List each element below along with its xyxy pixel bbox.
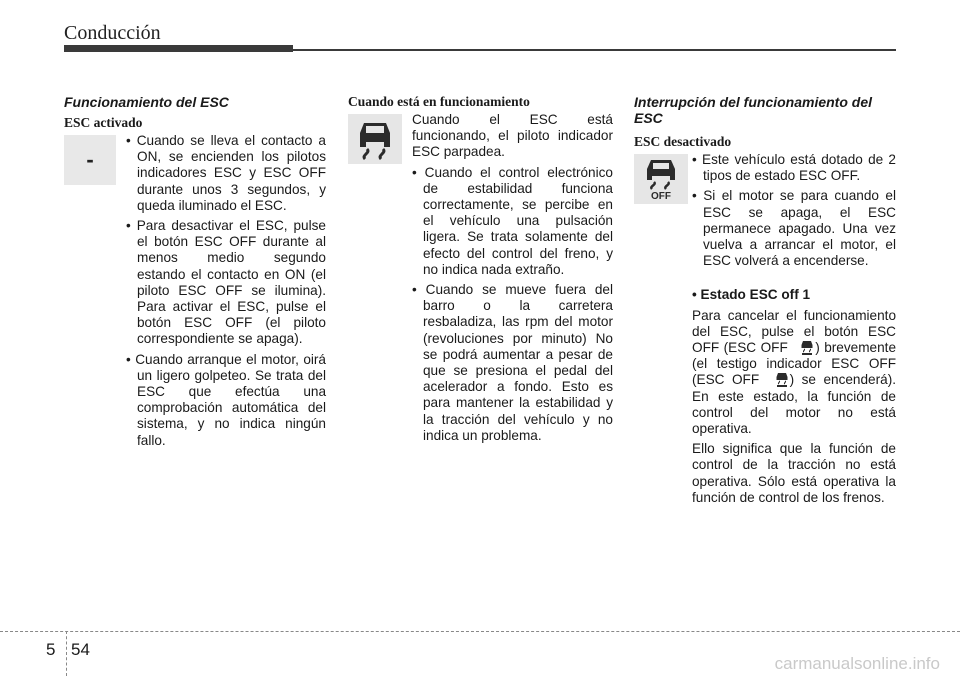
list-item: • Cuando arranque el motor, oirá un ligero golpeteo. Se trata del ESC que efectúa una comprobación automática del sistema, y no indica ningún fallo. — [126, 351, 326, 448]
paragraph-part: ) se encenderá). En este estado, la función de control del motor no está operativa. — [692, 372, 897, 437]
header-rule — [293, 49, 896, 51]
column-when-operating — [348, 94, 613, 448]
section-title-esc-operation: Funcionamiento del ESC — [64, 94, 229, 110]
subtitle-esc-on: ESC activado — [64, 115, 143, 130]
chapter-number: 5 — [46, 640, 56, 659]
esc-off-indicator-icon — [634, 154, 688, 204]
skid-car-icon — [355, 118, 395, 160]
footer-rule — [0, 631, 960, 632]
esc-off-mini-icon — [775, 372, 789, 388]
column-esc-operation — [64, 94, 326, 453]
list-item: • Para desactivar el ESC, pulse el botón ESC OFF durante al menos medio segundo estando el contacto en ON (el piloto ESC OFF se ilumina). Para activar el ESC, pulse el botón ESC OFF (el piloto correspondiente se apaga). — [126, 218, 326, 347]
esc-off-mini-icon — [800, 340, 814, 356]
page-number: 54 — [71, 640, 90, 659]
list-item: • Cuando el control electrónico de estabilidad funciona correctamente, se percibe en el vehículo una pulsación ligera. Se trata solamente del efecto del control del freno, y no indica nada extraño. — [412, 164, 613, 277]
paragraph-part: ) brevemente (el testigo indicador ESC OFF (ESC OFF — [692, 340, 897, 388]
placeholder-box: - — [64, 135, 116, 185]
intro-text: Cuando el ESC está funcionando, el piloto indicador ESC parpadea. — [412, 112, 613, 160]
section-title-esc-interruption: Interrupción del funcionamiento del ESC — [634, 94, 873, 126]
off-label: OFF — [651, 191, 671, 201]
column-esc-off — [634, 94, 896, 510]
paragraph — [692, 308, 896, 438]
chapter-title: Conducción — [64, 22, 161, 44]
list-item: • Este vehículo está dotado de 2 tipos de estado ESC OFF. — [692, 152, 896, 184]
subtitle-esc-off: ESC desactivado — [634, 134, 732, 149]
paragraph-part: Para cancelar el funcionamiento del ESC, pulse el botón ESC OFF (ESC OFF — [692, 307, 896, 356]
subtitle-when-operating: Cuando está en funcionamiento — [348, 94, 530, 109]
list-item: • Si el motor se para cuando el ESC se apaga, el ESC permanece apagado. Una vez vuelva a arrancar el motor, el ESC volverá a encenderse. — [692, 188, 896, 269]
watermark: carmanualsonline.info — [774, 654, 940, 673]
list-item: • Cuando se lleva el contacto a ON, se encienden los pilotos indicadores ESC y ESC OFF durante unos 3 segundos, y queda iluminado el ESC. — [126, 133, 326, 213]
paragraph: Ello significa que la función de control de la tracción no está operativa. Sólo está operativa la función de control de los frenos. — [692, 441, 896, 505]
state-title: • Estado ESC off 1 — [692, 287, 811, 303]
esc-off-icon — [641, 157, 681, 201]
footer-divider — [66, 631, 67, 676]
header-bar — [64, 45, 293, 52]
esc-warning-icon — [348, 114, 402, 164]
list-item: • Cuando se mueve fuera del barro o la carretera resbaladiza, las rpm del motor (revoluciones por minuto) No se podrá aumentar a pesar de que se presiona el pedal del acelerador a fondo. Esto es para mantener la estabilidad y la tracción del vehículo y no indica un problema. — [412, 282, 613, 443]
